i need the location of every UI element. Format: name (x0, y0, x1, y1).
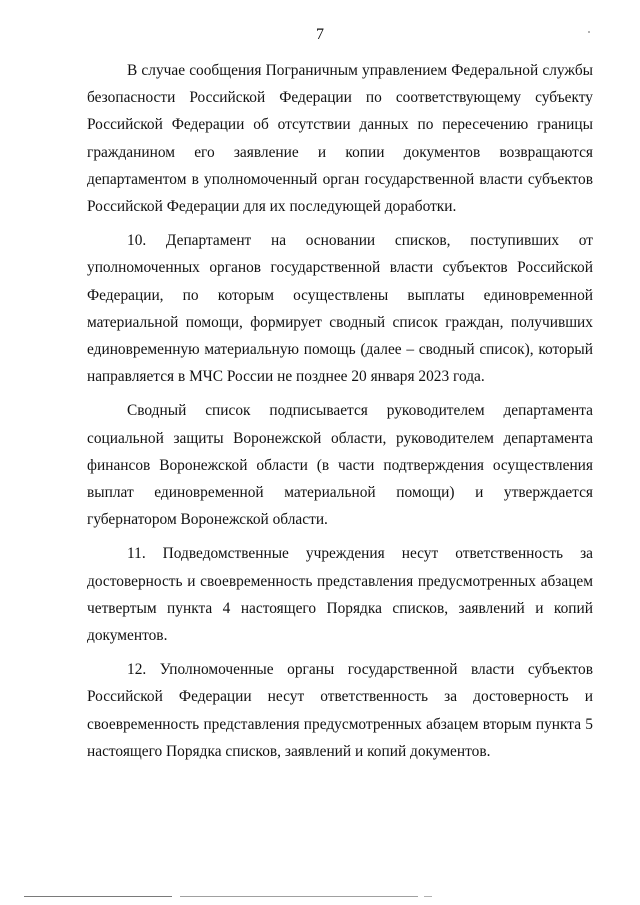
scan-bottom-edge-line (424, 896, 432, 897)
paragraph-summary-list-signing: Сводный список подписывается руководителем департамента социальной защиты Воронежской области, руководителем департамента финансов Воронежской области (в части подтверждения осуществления выплат единовременной материальной помощи) и утверждается губернатором Воронежской области. (87, 402, 593, 529)
page-number: 7 (316, 26, 324, 43)
paragraph-item-11: 11. Подведомственные учреждения несут ответственность за достоверность и своевременность представления предусмотренных абзацем четвертым пункта 4 настоящего Порядка списков, заявлений и копий документов. (87, 545, 593, 645)
paragraph-item-10: 10. Департамент на основании списков, поступивших от уполномоченных органов государственной власти субъектов Российской Федерации, по которым осуществлены выплаты единовременной материальной помощи, формирует сводный список граждан, получивших единовременную материальную помощь (далее – сводный список), который направляется в МЧС России не позднее 20 января 2023 года. (87, 232, 593, 386)
paragraph-return-documents: В случае сообщения Пограничным управлением Федеральной службы безопасности Российской Федерации по соответствующему субъекту Российской Федерации об отсутствии данных по пересечению границы гражданином его заявление и копии документов возвращаются департаментом в уполномоченный орган государственной власти субъектов Российской Федерации для их последующей доработки. (87, 62, 593, 216)
paragraph-item-12: 12. Уполномоченные органы государственной власти субъектов Российской Федерации несут ответственность за достоверность и своевременность представления предусмотренных абзацем вторым пункта 5 настоящего Порядка списков, заявлений и копий документов. (87, 661, 593, 760)
scan-bottom-edge-line (24, 896, 172, 897)
document-body (87, 57, 593, 772)
scan-dot-mark (588, 31, 590, 33)
scan-bottom-edge-line (180, 896, 418, 897)
